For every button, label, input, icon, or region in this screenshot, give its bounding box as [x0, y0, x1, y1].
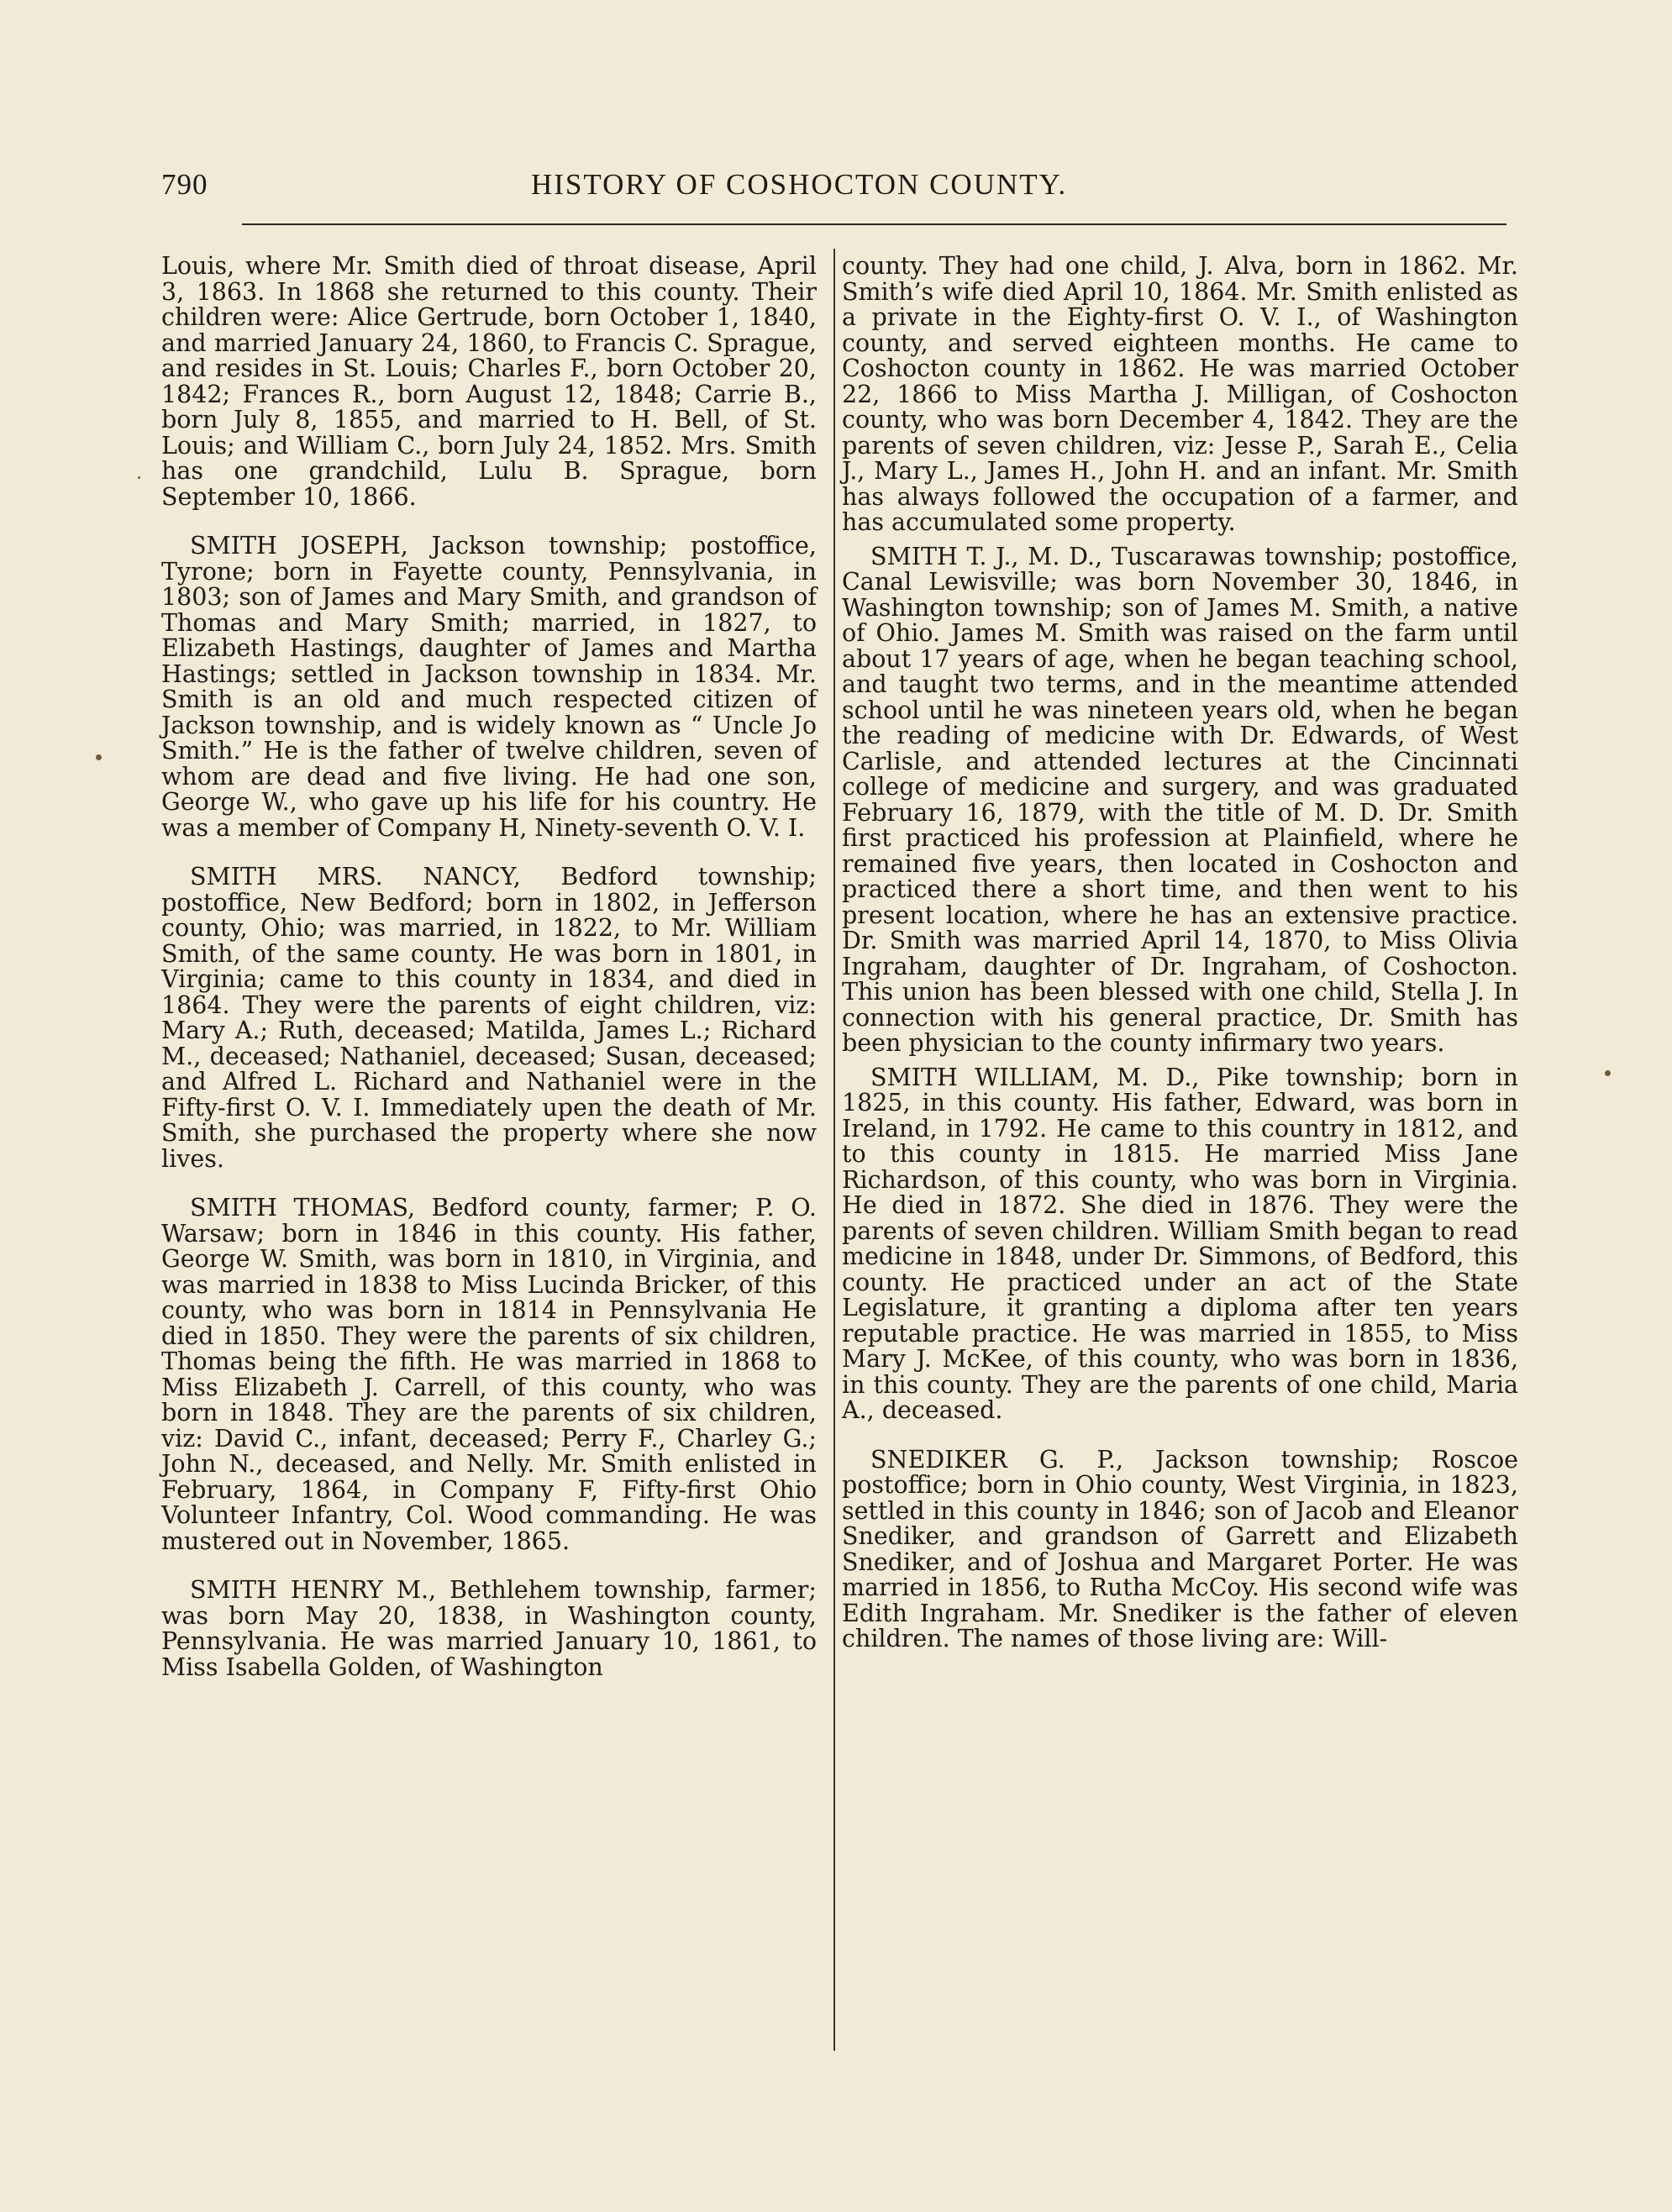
left-column: [161, 254, 817, 1704]
page-number: 790: [161, 168, 208, 201]
entry-smith-henry-continued: county. They had one child, J. Alva, born in 1862. Mr. Smith’s wife died April 10, 1864. Mr. Smith enlisted as a private in the Eighty-first O. V. I., of Washington county, and served eighteen months. He came to Coshocton county in 1862. He was married October 22, 1866 to Miss Martha J. Milligan, of Coshocton county, who was born December 4, 1842. They are the parents of seven children, viz: Jesse P., Sarah E., Celia J., Mary L., James H., John H. and an infant. Mr. Smith has always followed the occupation of a farmer, and has accumulated some property.: [842, 252, 1518, 536]
right-column: [842, 254, 1518, 1676]
margin-ink-dot: [138, 476, 140, 479]
margin-ink-dot: [1605, 1070, 1611, 1076]
entry-smith-henry: SMITH HENRY M., Bethlehem township, farmer; was born May 20, 1838, in Washington county, Pennsylvania. He was married January 10, 1861, to Miss Isabella Golden, of Washington: [161, 1576, 817, 1681]
entry-smith-tj: SMITH T. J., M. D., Tuscarawas township; postoffice, Canal Lewisville; was born November 30, 1846, in Washington township; son of James M. Smith, a native of Ohio. James M. Smith was raised on the farm until about 17 years of age, when he began teaching school, and taught two terms, and in the meantime attended school until he was nineteen years old, when he began the reading of medicine with Dr. Edwards, of West Carlisle, and attended lectures at the Cincinnati college of medicine and surgery, and was graduated February 16, 1879, with the title of M. D. Dr. Smith first practiced his profession at Plainfield, where he remained five years, then located in Coshocton and practiced there a short time, and then went to his present location, where he has an extensive practice. Dr. Smith was married April 14, 1870, to Miss Olivia Ingraham, daughter of Dr. Ingraham, of Coshocton. This union has been blessed with one child, Stella J. In connection with his general practice, Dr. Smith has been physician to the county infirmary two years.: [842, 542, 1518, 1057]
entry-smith-nancy: SMITH MRS. NANCY, Bedford township; postoffice, New Bedford; born in 1802, in Jefferson county, Ohio; was married, in 1822, to Mr. William Smith, of the same county. He was born in 1801, in Virginia; came to this county in 1834, and died in 1864. They were the parents of eight children, viz: Mary A.; Ruth, deceased; Matilda, James L.; Richard M., deceased; Nathaniel, deceased; Susan, deceased; and Alfred L. Richard and Nathaniel were in the Fifty-first O. V. I. Immediately upen the death of Mr. Smith, she purchased the property where she now lives.: [161, 863, 817, 1173]
entry-smith-william: SMITH WILLIAM, M. D., Pike township; born in 1825, in this county. His father, Edward, was born in Ireland, in 1792. He came to this country in 1812, and to this county in 1815. He married Miss Jane Richardson, of this county, who was born in Virginia. He died in 1872. She died in 1876. They were the parents of seven children. William Smith began to read medicine in 1848, under Dr. Simmons, of Bedford, this county. He practiced under an act of the State Legislature, it granting a diploma after ten years reputable practice. He was married in 1855, to Miss Mary J. McKee, of this county, who was born in 1836, in this county. They are the parents of one child, Maria A., deceased.: [842, 1063, 1518, 1424]
header-rule: [242, 223, 1506, 225]
running-title: HISTORY OF COSHOCTON COUNTY.: [531, 168, 1068, 201]
entry-smith-thomas: SMITH THOMAS, Bedford county, farmer; P. O. Warsaw; born in 1846 in this county. His father, George W. Smith, was born in 1810, in Virginia, and was married in 1838 to Miss Lucinda Bricker, of this county, who was born in 1814 in Pennsylvania He died in 1850. They were the parents of six children, Thomas being the fifth. He was married in 1868 to Miss Elizabeth J. Carrell, of this county, who was born in 1848. They are the parents of six children, viz: David C., infant, deceased; Perry F., Charley G.; John N., deceased, and Nelly. Mr. Smith enlisted in February, 1864, in Company F, Fifty-first Ohio Volunteer Infantry, Col. Wood commanding. He was mustered out in November, 1865.: [161, 1194, 817, 1555]
page-header: [161, 168, 1514, 212]
entry-snediker-gp: SNEDIKER G. P., Jackson township; Roscoe postoffice; born in Ohio county, West Virginia, in 1823, settled in this county in 1846; son of Jacob and Eleanor Snediker, and grandson of Garrett and Elizabeth Snediker, and of Joshua and Margaret Porter. He was married in 1856, to Rutha McCoy. His second wife was Edith Ingraham. Mr. Snediker is the father of eleven children. The names of those living are: Will-: [842, 1445, 1518, 1652]
column-divider: [833, 249, 835, 2051]
entry-smith-continued: Louis, where Mr. Smith died of throat disease, April 3, 1863. In 1868 she returned to this county. Their children were: Alice Gertrude, born October 1, 1840, and married January 24, 1860, to Francis C. Sprague, and resides in St. Louis; Charles F., born October 20, 1842; Frances R., born August 12, 1848; Carrie B., born July 8, 1855, and married to H. Bell, of St. Louis; and William C., born July 24, 1852. Mrs. Smith has one grandchild, Lulu B. Sprague, born September 10, 1866.: [161, 252, 817, 511]
entry-smith-joseph: SMITH JOSEPH, Jackson township; postoffice, Tyrone; born in Fayette county, Pennsylvania, in 1803; son of James and Mary Smith, and grandson of Thomas and Mary Smith; married, in 1827, to Elizabeth Hastings, daughter of James and Martha Hastings; settled in Jackson township in 1834. Mr. Smith is an old and much respected citizen of Jackson township, and is widely known as “ Uncle Jo Smith.” He is the father of twelve children, seven of whom are dead and five living. He had one son, George W., who gave up his life for his country. He was a member of Company H, Ninety-seventh O. V. I.: [161, 532, 817, 842]
margin-ink-dot: [96, 754, 102, 760]
